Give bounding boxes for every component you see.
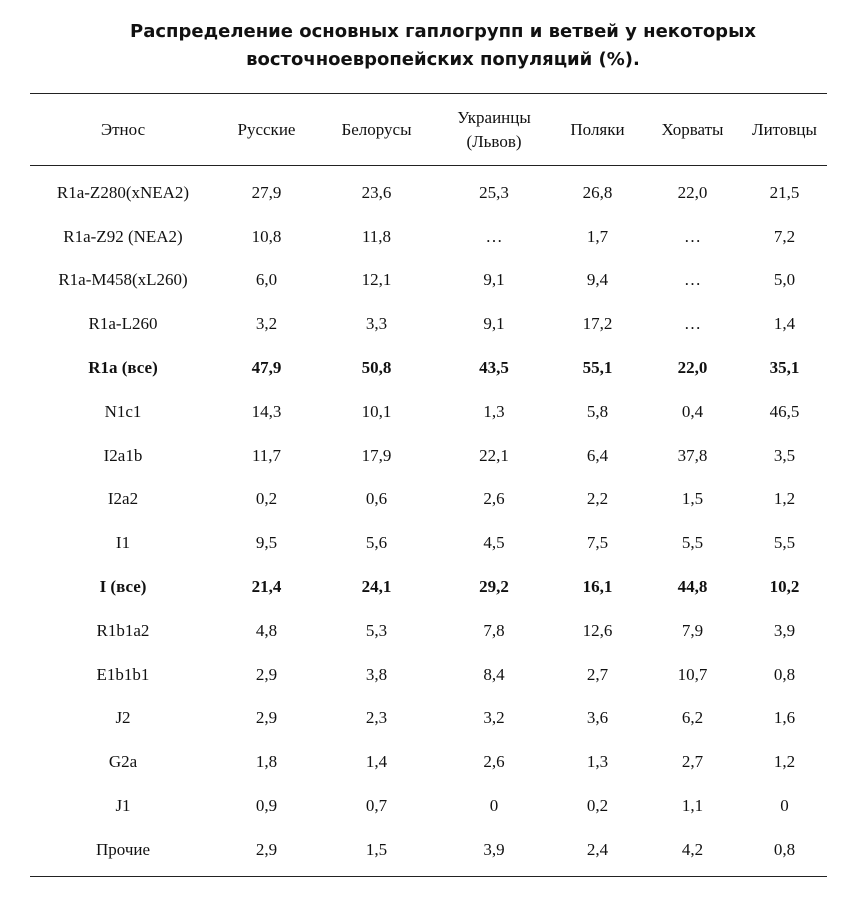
cell-value: 5,8 <box>586 401 609 421</box>
cell-value: 4,2 <box>681 839 704 859</box>
cell-value: 0,6 <box>365 489 388 509</box>
cell-value: 50,8 <box>361 358 392 378</box>
cell-value: 0 <box>780 796 789 816</box>
cell-value: 3,8 <box>365 664 388 684</box>
cell-value: 0 <box>489 796 499 816</box>
cell-value: 3,5 <box>773 445 796 465</box>
cell-value: 5,6 <box>365 533 388 553</box>
table-row-total <box>30 565 827 609</box>
cell-value: 21,4 <box>251 577 282 597</box>
cell-value: 3,2 <box>255 314 278 334</box>
cell-value: 1,1 <box>681 796 704 816</box>
cell-value: 10,1 <box>361 401 392 421</box>
table-row <box>30 302 827 346</box>
cell-value: 0,7 <box>365 796 388 816</box>
row-label: E1b1b1 <box>96 664 150 684</box>
cell-value: 14,3 <box>251 401 282 421</box>
cell-value: 0,2 <box>255 489 278 509</box>
cell-value: 0,8 <box>773 664 796 684</box>
cell-value: 3,9 <box>483 839 505 859</box>
cell-value: 5,5 <box>681 533 704 553</box>
cell-value: … <box>684 226 701 246</box>
cell-value: 6,4 <box>586 445 609 465</box>
cell-value: 1,5 <box>681 489 704 509</box>
row-label: N1c1 <box>104 401 142 421</box>
cell-value: 35,1 <box>769 358 800 378</box>
cell-value: 23,6 <box>361 182 392 202</box>
cell-value: 0,8 <box>773 839 796 859</box>
column-header-belarusians: Белорусы <box>341 119 412 139</box>
row-label: R1b1a2 <box>96 620 150 640</box>
haplogroup-table <box>30 94 827 872</box>
cell-value: 1,6 <box>773 708 796 728</box>
row-label: R1a-Z280(xNEA2) <box>56 182 190 202</box>
cell-value: 10,8 <box>251 226 282 246</box>
column-header-ethnos: Этнос <box>100 119 146 139</box>
table-row <box>30 828 827 872</box>
cell-value: 0,4 <box>681 401 704 421</box>
cell-value: 22,1 <box>479 445 509 465</box>
table-row <box>30 697 827 741</box>
bottom-rule <box>30 876 827 877</box>
cell-value: 27,9 <box>251 182 282 202</box>
row-label: I (все) <box>99 577 147 597</box>
table-row <box>30 740 827 784</box>
cell-value: 0,2 <box>586 796 609 816</box>
row-label: R1a-L260 <box>88 314 158 334</box>
cell-value: 8,4 <box>483 664 505 684</box>
cell-value: 1,4 <box>365 752 388 772</box>
cell-value: 1,7 <box>586 226 609 246</box>
cell-value: 1,3 <box>483 401 505 421</box>
cell-value: 6,0 <box>255 270 278 290</box>
column-header-ukrainians <box>436 94 552 165</box>
table-row <box>30 165 827 215</box>
cell-value: 7,5 <box>586 533 609 553</box>
table-row <box>30 390 827 434</box>
table-row <box>30 784 827 828</box>
cell-value: 43,5 <box>479 358 509 378</box>
cell-value: 17,9 <box>361 445 392 465</box>
table-row <box>30 259 827 303</box>
row-label: I2a2 <box>107 489 139 509</box>
row-label: R1a-Z92 (NEA2) <box>63 226 183 246</box>
cell-value: 1,5 <box>365 839 388 859</box>
cell-value: 9,5 <box>255 533 278 553</box>
table-row <box>30 215 827 259</box>
table-row <box>30 653 827 697</box>
cell-value: 2,7 <box>681 752 704 772</box>
cell-value: 3,6 <box>586 708 609 728</box>
cell-value: 37,8 <box>677 445 708 465</box>
cell-value: 1,8 <box>255 752 278 772</box>
row-label: J1 <box>115 796 131 816</box>
row-label: R1a (все) <box>88 358 158 378</box>
cell-value: … <box>684 314 701 334</box>
cell-value: 2,2 <box>586 489 609 509</box>
cell-value: 9,1 <box>483 314 505 334</box>
cell-value: 10,2 <box>769 577 800 597</box>
cell-value: 5,0 <box>773 270 796 290</box>
cell-value: 21,5 <box>769 182 800 202</box>
cell-value: 16,1 <box>582 577 613 597</box>
cell-value: 1,2 <box>773 489 796 509</box>
cell-value: 44,8 <box>677 577 708 597</box>
cell-value: 10,7 <box>677 664 708 684</box>
cell-value: 7,2 <box>773 226 796 246</box>
cell-value: 2,3 <box>365 708 388 728</box>
cell-value: 2,6 <box>483 752 505 772</box>
cell-value: 2,9 <box>255 708 278 728</box>
cell-value: 2,4 <box>586 839 609 859</box>
cell-value: 11,7 <box>251 445 282 465</box>
row-label: J2 <box>115 708 131 728</box>
cell-value: 12,6 <box>582 620 613 640</box>
table-title-line-1: Распределение основных гаплогрупп и ветвей у некоторых <box>130 21 756 42</box>
cell-value: … <box>684 270 701 290</box>
row-label: R1a-M458(xL260) <box>58 270 188 290</box>
cell-value: 3,9 <box>773 620 796 640</box>
column-header-ukrainians-line-1: Украинцы <box>457 107 531 127</box>
table-title-line-2: восточноевропейских популяций (%). <box>246 49 640 70</box>
column-header-lithuanians: Литовцы <box>752 119 817 139</box>
cell-value: 5,3 <box>365 620 388 640</box>
cell-value: 2,6 <box>483 489 505 509</box>
table-row <box>30 609 827 653</box>
cell-value: 22,0 <box>677 182 708 202</box>
cell-value: 11,8 <box>361 226 392 246</box>
table-row <box>30 521 827 565</box>
cell-value: 26,8 <box>582 182 613 202</box>
column-header-poles: Поляки <box>570 119 625 139</box>
cell-value: 47,9 <box>251 358 282 378</box>
table-title <box>0 18 862 74</box>
row-label: I1 <box>115 533 131 553</box>
header-row <box>30 94 827 165</box>
cell-value: … <box>485 226 503 246</box>
cell-value: 1,2 <box>773 752 796 772</box>
cell-value: 46,5 <box>769 401 800 421</box>
cell-value: 9,1 <box>483 270 505 290</box>
cell-value: 4,5 <box>483 533 505 553</box>
cell-value: 7,8 <box>483 620 505 640</box>
cell-value: 55,1 <box>582 358 613 378</box>
cell-value: 1,3 <box>586 752 609 772</box>
cell-value: 17,2 <box>582 314 613 334</box>
cell-value: 24,1 <box>361 577 392 597</box>
column-header-ukrainians-line-2: (Львов) <box>466 131 522 151</box>
table-row <box>30 434 827 478</box>
cell-value: 29,2 <box>479 577 509 597</box>
column-header-croats: Хорваты <box>661 119 724 139</box>
cell-value: 3,3 <box>365 314 388 334</box>
cell-value: 1,4 <box>773 314 796 334</box>
cell-value: 12,1 <box>361 270 392 290</box>
table-row <box>30 478 827 522</box>
column-header-russians: Русские <box>237 119 296 139</box>
row-label: I2a1b <box>103 445 143 465</box>
cell-value: 3,2 <box>483 708 505 728</box>
row-label: Прочие <box>95 839 151 859</box>
cell-value: 6,2 <box>681 708 704 728</box>
cell-value: 0,9 <box>255 796 278 816</box>
cell-value: 7,9 <box>681 620 704 640</box>
cell-value: 2,7 <box>586 664 609 684</box>
cell-value: 2,9 <box>255 664 278 684</box>
cell-value: 4,8 <box>255 620 278 640</box>
cell-value: 2,9 <box>255 839 278 859</box>
row-label: G2a <box>108 752 138 772</box>
cell-value: 9,4 <box>586 270 609 290</box>
table-row-total <box>30 346 827 390</box>
cell-value: 22,0 <box>677 358 708 378</box>
cell-value: 5,5 <box>773 533 796 553</box>
cell-value: 25,3 <box>479 182 509 202</box>
